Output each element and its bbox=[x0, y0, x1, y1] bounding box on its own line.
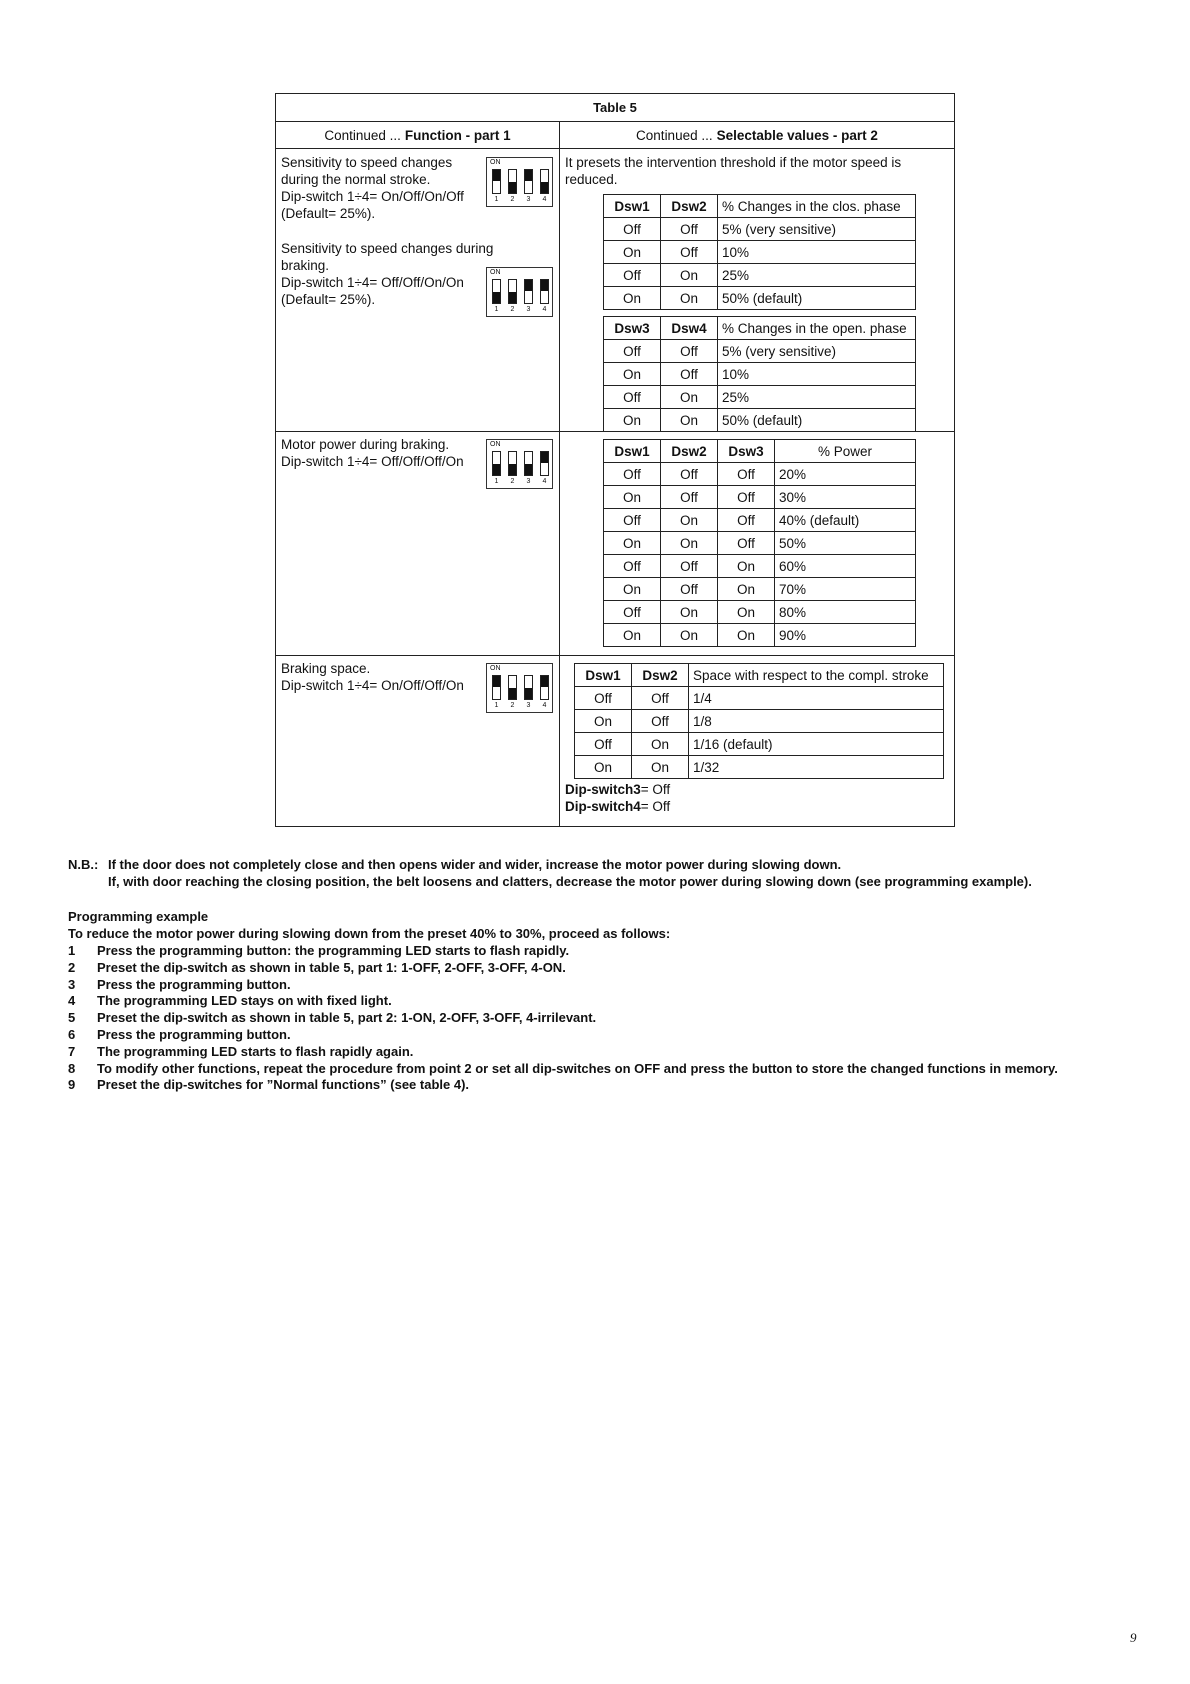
sensitivity-intro-text bbox=[565, 154, 901, 188]
table-row bbox=[604, 463, 916, 486]
table-cell: Off bbox=[718, 509, 775, 532]
table-cell: Off bbox=[718, 532, 775, 555]
dip-switch-knob bbox=[525, 170, 532, 181]
table-cell: On bbox=[575, 756, 632, 779]
nb-line-2: If, with door reaching the closing position, the belt loosens and clatters, decrease the motor power during slowing down (see programming example). bbox=[108, 874, 1032, 889]
header-selectable-values-part-2 bbox=[560, 122, 954, 148]
step-number: 6 bbox=[68, 1026, 76, 1042]
dip-switch-knob bbox=[493, 170, 500, 181]
table-cell: Off bbox=[604, 601, 661, 624]
table-title: Table 5 bbox=[276, 94, 954, 122]
dip-switch-lever bbox=[524, 279, 533, 304]
programming-step bbox=[68, 1077, 1058, 1094]
col-header: Dsw1 bbox=[604, 195, 661, 218]
braking-space-values-cell bbox=[560, 656, 954, 826]
desc-line: (Default= 25%). bbox=[281, 292, 376, 307]
table-cell: On bbox=[661, 264, 718, 287]
table-header-row bbox=[276, 122, 954, 149]
col-header: Dsw4 bbox=[661, 317, 718, 340]
desc-line: Sensitivity to speed changes during bbox=[281, 241, 494, 256]
dip-switch-lever bbox=[492, 169, 501, 194]
intro-line: It presets the intervention threshold if the motor speed is bbox=[565, 155, 902, 170]
table-row bbox=[604, 486, 916, 509]
dip-switch-number: 1 bbox=[494, 306, 499, 313]
nb-line-1: If the door does not completely close and then opens wider and wider, increase the motor power during slowing down. bbox=[108, 857, 842, 872]
dip-switch-number: 3 bbox=[526, 478, 531, 485]
motor-power-row bbox=[276, 432, 954, 656]
dip-switch-knob bbox=[525, 280, 532, 291]
desc-line: Dip-switch 1÷4= Off/Off/Off/On bbox=[281, 454, 464, 469]
sensitivity-row bbox=[276, 149, 954, 432]
programming-step bbox=[68, 1010, 1058, 1027]
table-row bbox=[604, 386, 916, 409]
step-text: Preset the dip-switch as shown in table 5, part 1: 1-OFF, 2-OFF, 3-OFF, 4-ON. bbox=[97, 959, 566, 975]
dip-switch-lever bbox=[508, 451, 517, 476]
note-value: = Off bbox=[640, 782, 671, 797]
step-number: 4 bbox=[68, 993, 76, 1009]
dip-on-label: ON bbox=[490, 665, 501, 672]
dip-switch-lever bbox=[540, 451, 549, 476]
opening-phase-table bbox=[603, 316, 916, 432]
header-right-bold: Selectable values - part 2 bbox=[716, 127, 878, 143]
sensitivity-normal-stroke-text bbox=[281, 154, 464, 222]
table-cell: On bbox=[661, 532, 718, 555]
table-cell: 50% (default) bbox=[718, 409, 916, 432]
header-right-prefix: Continued ... bbox=[636, 127, 713, 143]
table-row bbox=[604, 363, 916, 386]
dip-switch-knob bbox=[493, 464, 500, 475]
desc-line: Dip-switch 1÷4= On/Off/On/Off bbox=[281, 189, 464, 204]
table-row bbox=[575, 687, 944, 710]
sensitivity-function-cell bbox=[276, 149, 560, 431]
dip-switch-number: 4 bbox=[542, 702, 547, 709]
table-row bbox=[604, 287, 916, 310]
col-header: Space with respect to the compl. stroke bbox=[689, 664, 944, 687]
table-cell: Off bbox=[718, 486, 775, 509]
table-cell: Off bbox=[661, 241, 718, 264]
table-cell: 90% bbox=[775, 624, 916, 647]
table-cell: On bbox=[718, 624, 775, 647]
table-cell: Off bbox=[604, 509, 661, 532]
step-text: Press the programming button. bbox=[97, 976, 291, 992]
col-header: Dsw2 bbox=[632, 664, 689, 687]
table-cell: 10% bbox=[718, 241, 916, 264]
dip-switch-number: 4 bbox=[542, 306, 547, 313]
motor-power-function-cell bbox=[276, 432, 560, 655]
table-header bbox=[604, 440, 916, 463]
dip-switch-icon bbox=[486, 157, 553, 207]
table-cell: On bbox=[661, 601, 718, 624]
table-cell: On bbox=[661, 287, 718, 310]
dip-switch-lever bbox=[524, 451, 533, 476]
note-label: Dip-switch4 bbox=[565, 799, 641, 814]
col-header: Dsw1 bbox=[575, 664, 632, 687]
table-row bbox=[604, 409, 916, 432]
table-cell: 50% bbox=[775, 532, 916, 555]
table-cell: On bbox=[604, 287, 661, 310]
table-5 bbox=[275, 93, 955, 827]
programming-step bbox=[68, 943, 1058, 960]
table-row bbox=[604, 578, 916, 601]
step-text: Press the programming button. bbox=[97, 1026, 291, 1042]
table-row bbox=[604, 601, 916, 624]
dip-switch-knob bbox=[541, 182, 548, 193]
table-cell: On bbox=[661, 509, 718, 532]
table-cell: Off bbox=[604, 218, 661, 241]
table-cell: Off bbox=[604, 386, 661, 409]
table-row bbox=[604, 264, 916, 287]
table-cell: Off bbox=[604, 340, 661, 363]
dip-switch-icon bbox=[486, 439, 553, 489]
page-number: 9 bbox=[1130, 1630, 1137, 1645]
braking-space-table bbox=[574, 663, 944, 779]
table-cell: Off bbox=[604, 555, 661, 578]
dip-switch-knob bbox=[493, 292, 500, 303]
table-cell: Off bbox=[661, 340, 718, 363]
table-cell: On bbox=[632, 756, 689, 779]
table-body bbox=[604, 463, 916, 647]
braking-space-row bbox=[276, 656, 954, 826]
dip-on-label: ON bbox=[490, 269, 501, 276]
closing-phase-table bbox=[603, 194, 916, 310]
desc-line: Braking space. bbox=[281, 661, 371, 676]
programming-step bbox=[68, 977, 1058, 994]
dip-switch-lever bbox=[524, 675, 533, 700]
desc-line: Sensitivity to speed changes bbox=[281, 155, 453, 170]
programming-step bbox=[68, 960, 1058, 977]
table-cell: 40% (default) bbox=[775, 509, 916, 532]
table-cell: 5% (very sensitive) bbox=[718, 218, 916, 241]
col-header: % Changes in the open. phase bbox=[718, 317, 916, 340]
table-cell: On bbox=[718, 578, 775, 601]
table-cell: 25% bbox=[718, 264, 916, 287]
desc-line: braking. bbox=[281, 258, 330, 273]
table-cell: Off bbox=[632, 687, 689, 710]
dip-switch-lever bbox=[540, 675, 549, 700]
table-cell: 1/32 bbox=[689, 756, 944, 779]
table-cell: On bbox=[604, 409, 661, 432]
table-cell: 1/4 bbox=[689, 687, 944, 710]
table-cell: On bbox=[604, 578, 661, 601]
col-header: Dsw2 bbox=[661, 195, 718, 218]
table-cell: On bbox=[604, 363, 661, 386]
braking-space-text bbox=[281, 660, 464, 694]
dip-switch-lever bbox=[540, 169, 549, 194]
step-text: The programming LED starts to flash rapidly again. bbox=[97, 1043, 414, 1059]
dip-switch-lever bbox=[524, 169, 533, 194]
step-number: 8 bbox=[68, 1060, 76, 1076]
intro-line: reduced. bbox=[565, 172, 618, 187]
table-cell: On bbox=[604, 486, 661, 509]
table-row bbox=[575, 710, 944, 733]
dip-switch-icon bbox=[486, 267, 553, 317]
dip-on-label: ON bbox=[490, 159, 501, 166]
dip-switch-number: 2 bbox=[510, 702, 515, 709]
table-cell: 60% bbox=[775, 555, 916, 578]
table-cell: 5% (very sensitive) bbox=[718, 340, 916, 363]
dip-switch-number: 2 bbox=[510, 306, 515, 313]
dip-switch-knob bbox=[509, 688, 516, 699]
step-number: 1 bbox=[68, 943, 76, 958]
dip-switch-knob bbox=[525, 464, 532, 475]
table-cell: 10% bbox=[718, 363, 916, 386]
step-number: 7 bbox=[68, 1043, 76, 1059]
step-text: Preset the dip-switch as shown in table 5, part 2: 1-ON, 2-OFF, 3-OFF, 4-irrilevant. bbox=[97, 1010, 597, 1026]
programming-step bbox=[68, 1044, 1058, 1061]
step-number: 5 bbox=[68, 1010, 76, 1026]
table-body bbox=[575, 687, 944, 779]
col-header: Dsw3 bbox=[718, 440, 775, 463]
table-cell: On bbox=[661, 386, 718, 409]
dip-switch-lever bbox=[508, 279, 517, 304]
table-cell: On bbox=[661, 409, 718, 432]
header-function-part-1 bbox=[276, 122, 560, 148]
table-cell: Off bbox=[661, 578, 718, 601]
table-cell: 80% bbox=[775, 601, 916, 624]
dip-switch-lever bbox=[508, 675, 517, 700]
step-text: The programming LED stays on with fixed light. bbox=[97, 993, 392, 1009]
dip-switch-lever bbox=[492, 279, 501, 304]
table-cell: Off bbox=[604, 463, 661, 486]
programming-intro: To reduce the motor power during slowing down from the preset 40% to 30%, proceed as follows: bbox=[68, 926, 671, 941]
step-text: Press the programming button: the programming LED starts to flash rapidly. bbox=[97, 943, 570, 958]
dip-switch-number: 1 bbox=[494, 702, 499, 709]
dip-switch-knob bbox=[541, 280, 548, 291]
dip-switch-knob bbox=[541, 676, 548, 687]
dip-switch-number: 3 bbox=[526, 306, 531, 313]
table-cell: Off bbox=[661, 463, 718, 486]
dip-switch-number: 4 bbox=[542, 478, 547, 485]
table-body bbox=[604, 340, 916, 432]
dip-switch-number: 3 bbox=[526, 702, 531, 709]
dip-switch-4-note bbox=[565, 798, 670, 815]
col-header: Dsw3 bbox=[604, 317, 661, 340]
dip-switch-knob bbox=[493, 676, 500, 687]
table-cell: 1/16 (default) bbox=[689, 733, 944, 756]
table-cell: 70% bbox=[775, 578, 916, 601]
dip-switch-knob bbox=[509, 182, 516, 193]
table-cell: Off bbox=[575, 733, 632, 756]
table-cell: On bbox=[604, 624, 661, 647]
table-cell: On bbox=[604, 241, 661, 264]
programming-step bbox=[68, 1027, 1058, 1044]
desc-line: during the normal stroke. bbox=[281, 172, 431, 187]
programming-step bbox=[68, 993, 1058, 1010]
step-number: 2 bbox=[68, 959, 76, 975]
dip-switch-number: 1 bbox=[494, 196, 499, 203]
table-row bbox=[575, 733, 944, 756]
table-cell: 1/8 bbox=[689, 710, 944, 733]
desc-line: Motor power during braking. bbox=[281, 437, 450, 452]
table-row bbox=[575, 756, 944, 779]
col-header: Dsw2 bbox=[661, 440, 718, 463]
table-row bbox=[604, 555, 916, 578]
table-body bbox=[604, 218, 916, 310]
power-table bbox=[603, 439, 916, 647]
dip-switch-lever bbox=[508, 169, 517, 194]
table-row bbox=[604, 218, 916, 241]
note-value: = Off bbox=[640, 799, 671, 814]
table-cell: Off bbox=[661, 363, 718, 386]
sensitivity-values-cell bbox=[560, 149, 954, 431]
motor-power-text bbox=[281, 436, 464, 470]
table-cell: On bbox=[632, 733, 689, 756]
dip-on-label: ON bbox=[490, 441, 501, 448]
dip-switch-lever bbox=[540, 279, 549, 304]
table-row bbox=[604, 532, 916, 555]
dip-switch-knob bbox=[509, 292, 516, 303]
table-cell: Off bbox=[632, 710, 689, 733]
table-cell: Off bbox=[718, 463, 775, 486]
step-number: 9 bbox=[68, 1077, 76, 1093]
dip-switch-number: 4 bbox=[542, 196, 547, 203]
table-cell: 20% bbox=[775, 463, 916, 486]
programming-steps bbox=[68, 943, 1058, 1094]
dip-switch-number: 1 bbox=[494, 478, 499, 485]
table-cell: Off bbox=[604, 264, 661, 287]
sensitivity-braking-text bbox=[281, 240, 493, 308]
dip-switch-lever bbox=[492, 451, 501, 476]
col-header: Dsw1 bbox=[604, 440, 661, 463]
table-cell: On bbox=[718, 555, 775, 578]
desc-line: (Default= 25%). bbox=[281, 206, 376, 221]
dip-switch-knob bbox=[541, 452, 548, 463]
table-header bbox=[575, 664, 944, 687]
table-cell: Off bbox=[661, 486, 718, 509]
dip-switch-knob bbox=[509, 464, 516, 475]
header-left-prefix: Continued ... bbox=[324, 127, 401, 143]
programming-title: Programming example bbox=[68, 909, 209, 924]
dip-switch-number: 3 bbox=[526, 196, 531, 203]
col-header: % Power bbox=[775, 440, 916, 463]
step-text: Preset the dip-switches for ”Normal functions” (see table 4). bbox=[97, 1077, 470, 1093]
step-number: 3 bbox=[68, 976, 76, 992]
col-header: % Changes in the clos. phase bbox=[718, 195, 916, 218]
table-cell: Off bbox=[575, 687, 632, 710]
dip-switch-knob bbox=[525, 688, 532, 699]
table-row bbox=[604, 241, 916, 264]
table-cell: On bbox=[718, 601, 775, 624]
dip-switch-number: 2 bbox=[510, 478, 515, 485]
motor-power-values-cell bbox=[560, 432, 954, 655]
table-cell: 50% (default) bbox=[718, 287, 916, 310]
table-cell: 25% bbox=[718, 386, 916, 409]
table-row bbox=[604, 340, 916, 363]
table-cell: Off bbox=[661, 218, 718, 241]
nb-label: N.B.: bbox=[68, 857, 99, 872]
table-cell: On bbox=[604, 532, 661, 555]
programming-step bbox=[68, 1061, 1058, 1078]
braking-space-function-cell bbox=[276, 656, 560, 826]
table-header bbox=[604, 317, 916, 340]
table-header bbox=[604, 195, 916, 218]
table-row bbox=[604, 509, 916, 532]
table-row bbox=[604, 624, 916, 647]
table-cell: On bbox=[661, 624, 718, 647]
desc-line: Dip-switch 1÷4= On/Off/Off/On bbox=[281, 678, 464, 693]
note-label: Dip-switch3 bbox=[565, 782, 641, 797]
dip-switch-number: 2 bbox=[510, 196, 515, 203]
header-left-bold: Function - part 1 bbox=[404, 127, 511, 143]
step-text: To modify other functions, repeat the procedure from point 2 or set all dip-switches on OFF and press the button to store the changed functions in memory. bbox=[97, 1060, 1058, 1076]
dip-switch-lever bbox=[492, 675, 501, 700]
dip-switch-icon bbox=[486, 663, 553, 713]
desc-line: Dip-switch 1÷4= Off/Off/On/On bbox=[281, 275, 464, 290]
table-cell: On bbox=[575, 710, 632, 733]
table-cell: Off bbox=[661, 555, 718, 578]
table-cell: 30% bbox=[775, 486, 916, 509]
dip-switch-3-note bbox=[565, 781, 670, 798]
